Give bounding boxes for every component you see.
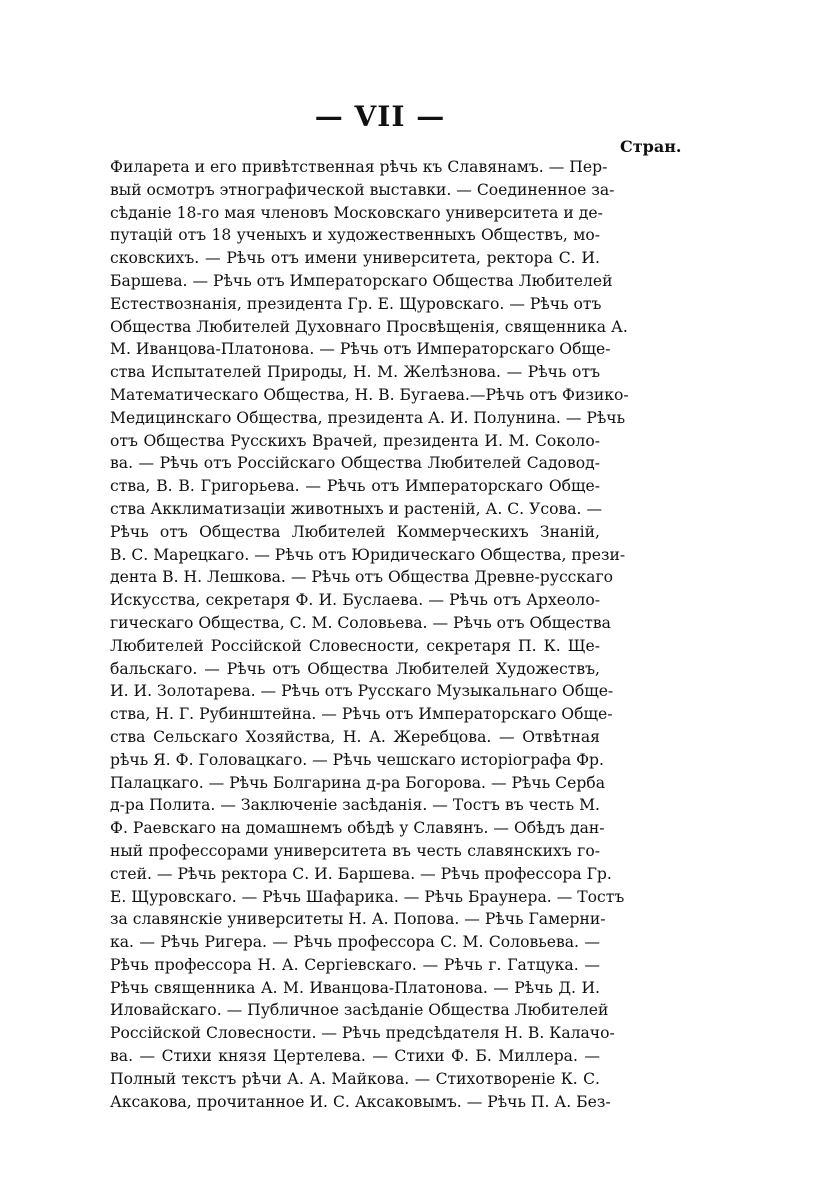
text-line: Математическаго Общества, Н. В. Бугаева.—Рѣчь отъ Физико- bbox=[110, 385, 629, 404]
text-line: Рѣчь профессора Н. А. Сергіевскаго. — Рѣчь г. Гатцука. — bbox=[110, 955, 600, 974]
text-line: Е. Щуровскаго. — Рѣчь Шафарика. — Рѣчь Браунера. — Тостъ bbox=[110, 887, 625, 906]
text-line: отъ Общества Русскихъ Врачей, президента И. М. Соколо- bbox=[110, 431, 600, 450]
text-line: Ф. Раевскаго на домашнемъ обѣдѣ у Славянъ. — Обѣдъ дан- bbox=[110, 819, 605, 838]
text-line: ный профессорами университета въ честь славянскихъ го- bbox=[110, 841, 600, 860]
body-text bbox=[110, 156, 629, 1113]
text-line: за славянскіе университеты Н. А. Попова. — Рѣчь Гамерни- bbox=[110, 910, 606, 929]
text-line: Естествознанія, президента Гр. Е. Щуровскаго. — Рѣчь отъ bbox=[110, 294, 602, 313]
text-line: ка. — Рѣчь Ригера. — Рѣчь профессора С. М. Соловьева. — bbox=[110, 933, 600, 952]
text-line: В. С. Марецкаго. — Рѣчь отъ Юридическаго Общества, прези- bbox=[110, 545, 626, 564]
text-line: гическаго Общества, С. М. Соловьева. — Рѣчь отъ Общества bbox=[110, 613, 611, 632]
text-line: ства, Н. Г. Рубинштейна. — Рѣчь отъ Императорскаго Обще- bbox=[110, 705, 613, 724]
text-line: д-ра Полита. — Заключеніе засѣданія. — Тостъ въ честь М. bbox=[110, 796, 600, 815]
text-line: Рѣчь священника А. М. Иванцова-Платонова. — Рѣчь Д. И. bbox=[110, 978, 600, 997]
text-line: сѣданіе 18-го мая членовъ Московскаго университета и де- bbox=[110, 203, 603, 222]
text-line: Филарета и его привѣтственная рѣчь къ Славянамъ. — Пер- bbox=[110, 158, 608, 176]
text-line: бальскаго. — Рѣчь отъ Общества Любителей Художествъ, bbox=[110, 659, 600, 678]
text-line: Иловайскаго. — Публичное засѣданіе Общества Любителей bbox=[110, 1001, 609, 1020]
text-line: Россійской Словесности. — Рѣчь предсѣдателя Н. В. Калачо- bbox=[110, 1024, 615, 1043]
text-line: И. И. Золотарева. — Рѣчь отъ Русскаго Музыкальнаго Обще- bbox=[110, 682, 614, 701]
text-line: Палацкаго. — Рѣчь Болгарина д-ра Богорова. — Рѣчь Серба bbox=[110, 773, 605, 792]
text-line: дента В. Н. Лешкова. — Рѣчь отъ Общества Древне-русскаго bbox=[110, 568, 614, 587]
text-line: ства Акклиматизаціи животныхъ и растеній, А. С. Усова. — bbox=[110, 499, 603, 518]
page-number: — VII — bbox=[314, 100, 446, 133]
text-line: Полный текстъ рѣчи А. А. Майкова. — Стихотвореніе К. С. bbox=[110, 1069, 600, 1088]
text-line: ства, В. В. Григорьева. — Рѣчь отъ Императорскаго Обще- bbox=[110, 477, 600, 496]
text-line: Аксакова, прочитанное И. С. Аксаковымъ. — Рѣчь П. А. Без- bbox=[110, 1092, 611, 1111]
text-line: Общества Любителей Духовнаго Просвѣщенія, священника А. bbox=[110, 317, 628, 336]
text-line: сковскихъ. — Рѣчь отъ имени университета, ректора С. И. bbox=[110, 249, 600, 268]
text-line: вый осмотръ этнографической выставки. — Соединенное за- bbox=[110, 180, 615, 199]
text-line: ва. — Рѣчь отъ Россійскаго Общества Любителей Садовод- bbox=[110, 454, 600, 473]
page-column-label: Стран. bbox=[620, 137, 682, 156]
text-line: рѣчь Я. Ф. Головацкаго. — Рѣчь чешскаго исторіографа Фр. bbox=[110, 750, 604, 769]
text-line: ва. — Стихи князя Цертелева. — Стихи Ф. Б. Миллера. — bbox=[110, 1047, 600, 1066]
text-line: Медицинскаго Общества, президента А. И. Полунина. — Рѣчь bbox=[110, 408, 626, 427]
text-line: ства Испытателей Природы, Н. М. Желѣзнова. — Рѣчь отъ bbox=[110, 363, 600, 382]
text-line: Рѣчь отъ Общества Любителей Коммерческихъ Знаній, bbox=[110, 522, 600, 541]
text-line: Баршева. — Рѣчь отъ Императорскаго Общества Любителей bbox=[110, 271, 613, 290]
text-line: стей. — Рѣчь ректора С. И. Баршева. — Рѣчь профессора Гр. bbox=[110, 864, 612, 883]
text-line: Искусства, секретаря Ф. И. Буслаева. — Рѣчь отъ Археоло- bbox=[110, 591, 600, 610]
text-line: путацій отъ 18 ученыхъ и художественныхъ Обществъ, мо- bbox=[110, 226, 600, 245]
text-line: ства Сельскаго Хозяйства, Н. А. Жеребцова. — Отвѣтная bbox=[110, 727, 600, 746]
text-line: Любителей Россійской Словесности, секретаря П. К. Ще- bbox=[110, 636, 600, 655]
text-line: М. Иванцова-Платонова. — Рѣчь отъ Императорскаго Обще- bbox=[110, 340, 611, 359]
